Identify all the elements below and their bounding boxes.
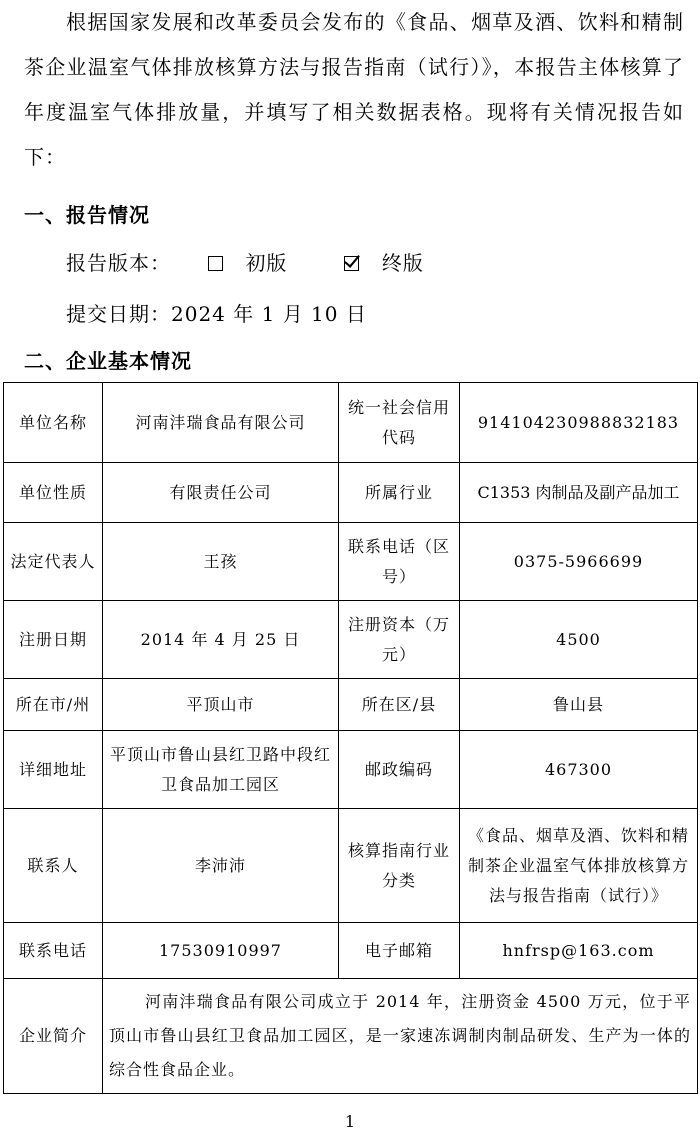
cell-label: 所属行业 [339,463,460,523]
table-row [4,809,698,923]
table-row [4,923,698,979]
cell-label: 注册日期 [4,601,103,679]
cell-value: 2014 年 4 月 25 日 [103,601,339,679]
option-final-label: 终版 [381,251,424,275]
option-initial-label: 初版 [245,251,288,275]
cell-label: 单位性质 [4,463,103,523]
cell-value: 李沛沛 [103,809,339,923]
cell-value: 河南沣瑞食品有限公司 [103,383,339,463]
cell-label: 注册资本（万元） [339,601,460,679]
table-row [4,731,698,809]
table-row [4,601,698,679]
submit-date-value: 2024 年 1 月 10 日 [171,302,367,326]
cell-value: 平顶山市鲁山县红卫路中段红卫食品加工园区 [103,731,339,809]
cell-label: 统一社会信用代码 [339,383,460,463]
table-row [4,463,698,523]
cell-label: 核算指南行业分类 [339,809,460,923]
checkbox-final-version[interactable] [344,256,359,271]
cell-value: 467300 [460,731,698,809]
checkbox-initial-version[interactable] [208,256,223,271]
cell-label: 所在区/县 [339,679,460,731]
enterprise-info-table [3,382,698,1094]
report-version-label: 报告版本： [66,251,171,275]
cell-value: 鲁山县 [460,679,698,731]
cell-label: 企业简介 [4,979,103,1094]
page-number: 1 [344,1112,356,1131]
cell-value: 王孩 [103,523,339,601]
cell-value: 平顶山市 [103,679,339,731]
cell-value: 《食品、烟草及酒、饮料和精制茶企业温室气体排放核算方法与报告指南（试行）》 [460,809,698,923]
cell-value: 4500 [460,601,698,679]
cell-label: 单位名称 [4,383,103,463]
table-row [4,523,698,601]
report-version-line [66,247,424,276]
cell-value: 0375-5966699 [460,523,698,601]
cell-value: C1353 肉制品及副产品加工 [460,463,698,523]
submit-date-label: 提交日期： [66,302,171,326]
cell-label: 详细地址 [4,731,103,809]
cell-label: 联系电话（区号） [339,523,460,601]
company-profile-text: 河南沣瑞食品有限公司成立于 2014 年，注册资金 4500 万元，位于平顶山市鲁山县红卫食品加工园区，是一家速冻调制肉制品研发、生产为一体的综合性食品企业。 [103,979,698,1094]
section-heading-enterprise: 二、企业基本情况 [24,349,192,373]
cell-label: 所在市/州 [4,679,103,731]
cell-label: 联系人 [4,809,103,923]
intro-paragraph: 根据国家发展和改革委员会发布的《食品、烟草及酒、饮料和精制茶企业温室气体排放核算方法与报告指南（试行）》，本报告主体核算了年度温室气体排放量，并填写了相关数据表格。现将有关情况报告如下： [24,10,684,169]
table-row [4,679,698,731]
cell-value: 17530910997 [103,923,339,979]
cell-label: 联系电话 [4,923,103,979]
cell-value: 有限责任公司 [103,463,339,523]
section-heading-report: 一、报告情况 [24,203,150,227]
cell-label: 邮政编码 [339,731,460,809]
cell-value: 914104230988832183 [460,383,698,463]
cell-label: 法定代表人 [4,523,103,601]
table-row [4,383,698,463]
cell-value: hnfrsp@163.com [460,923,698,979]
cell-label: 电子邮箱 [339,923,460,979]
table-row [4,979,698,1094]
submit-date-line [66,298,367,327]
